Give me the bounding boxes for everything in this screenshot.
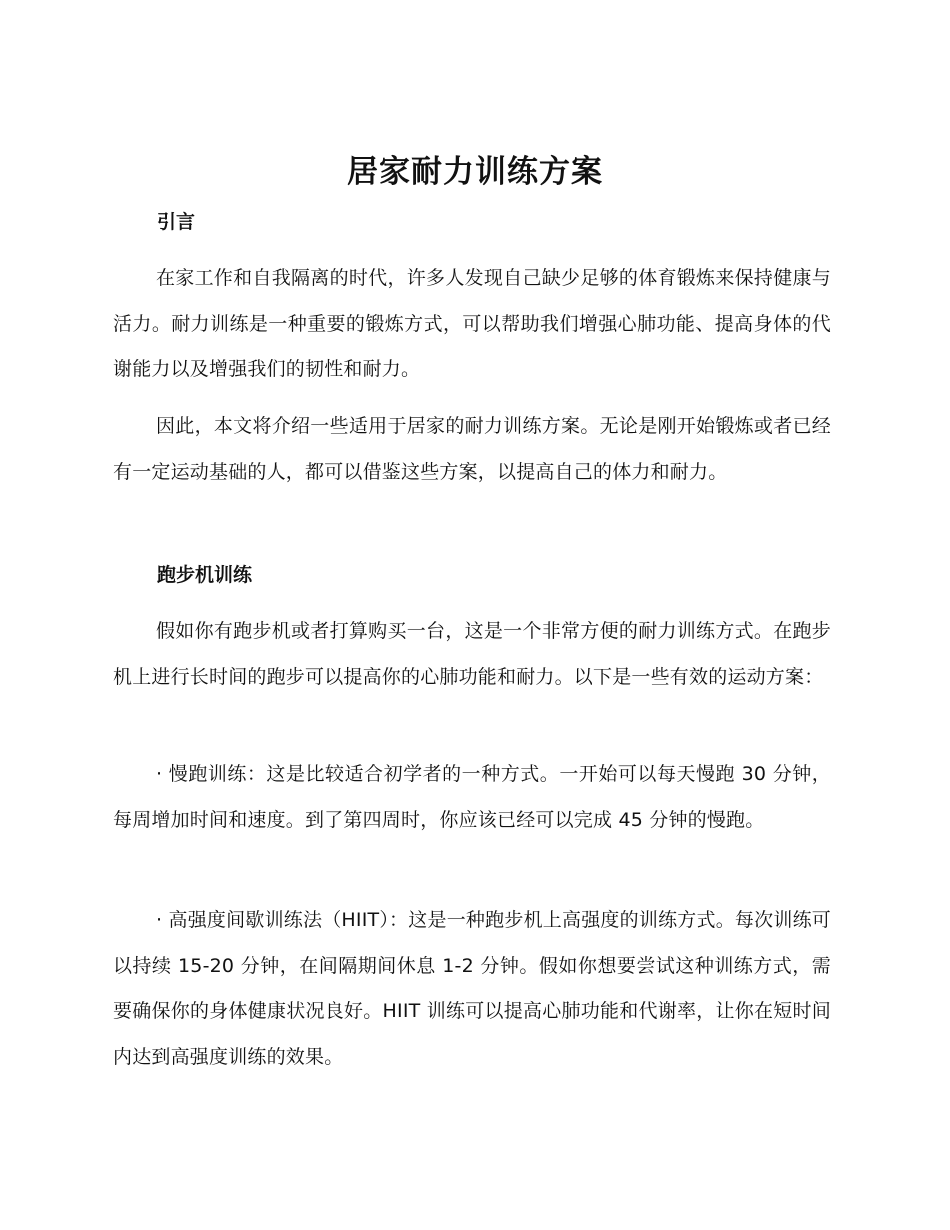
paragraph: 在家工作和自我隔离的时代，许多人发现自己缺少足够的体育锻炼来保持健康与活力。耐力训练是一种重要的锻炼方式，可以帮助我们增强心肺功能、提高身体的代谢能力以及增强我们的韧性和耐力。 bbox=[113, 267, 831, 380]
bullet-paragraph: · 高强度间歇训练法（HIIT）：这是一种跑步机上高强度的训练方式。每次训练可以持续 15-20 分钟，在间隔期间休息 1-2 分钟。假如你想要尝试这种训练方式，需要确保你的身体健康状况良好。HIIT 训练可以提高心肺功能和代谢率，让你在短时间内达到高强度训练的效果。 bbox=[113, 909, 831, 1068]
bullet-paragraph: · 慢跑训练：这是比较适合初学者的一种方式。一开始可以每天慢跑 30 分钟，每周增加时间和速度。到了第四周时，你应该已经可以完成 45 分钟的慢跑。 bbox=[113, 763, 831, 831]
document-title: 居家耐力训练方案 bbox=[347, 154, 603, 190]
section-heading-treadmill-training: 跑步机训练 bbox=[157, 564, 253, 586]
paragraph: 假如你有跑步机或者打算购买一台，这是一个非常方便的耐力训练方式。在跑步机上进行长时间的跑步可以提高你的心肺功能和耐力。以下是一些有效的运动方案： bbox=[113, 620, 831, 688]
paragraph: 因此，本文将介绍一些适用于居家的耐力训练方案。无论是刚开始锻炼或者已经有一定运动基础的人，都可以借鉴这些方案，以提高自己的体力和耐力。 bbox=[113, 415, 831, 483]
section-heading-introduction: 引言 bbox=[157, 211, 196, 233]
